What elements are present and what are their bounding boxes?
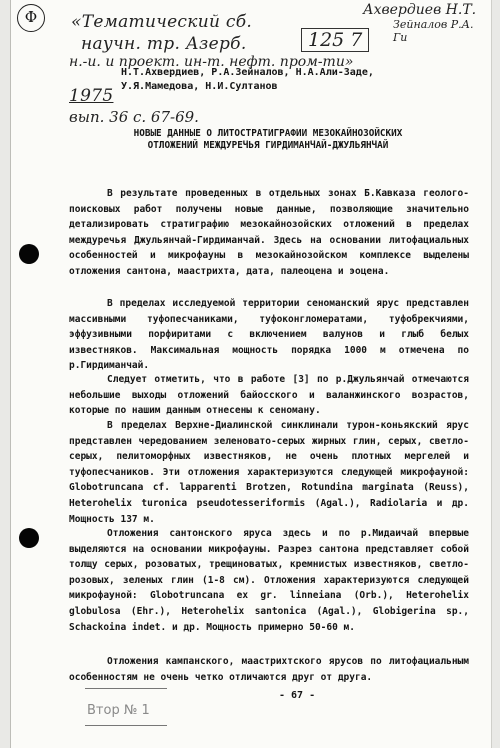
handwritten-author-note: Ахвердиев Н.Т. [363,2,477,18]
circled-f-mark: Ф [17,4,45,32]
paragraph: Отложения сантонского яруса здесь и по р.Мидаичай впервые выделяются на основании микрофауны. Разрез сантона представляет собой толщу серых, розоватых, трещиноватых, кремнистых известняков, светло-розовых, зеленых глин (1-8 см). Отложения характеризуются следующей микрофауной: Globotruncana ex gr. linneiana (Orb.), Heterohelix globulosa (Ehr.), Heterohelix santonica (Agal.), Globigerina sp., Schackoina indet. и др. Мощность примерно 50-60 м. [69,528,469,633]
handwritten-source-line-1: «Тематический сб. [71,12,253,32]
library-stamp: Втор № 1 [85,688,167,726]
document-page [10,0,492,748]
article-title [103,128,433,152]
title-line: НОВЫЕ ДАННЫЕ О ЛИТОСТРАТИГРАФИИ МЕЗОКАЙНОЗОЙСКИХ [133,128,403,139]
page-number: - 67 - [279,690,316,701]
punch-hole [19,528,39,548]
handwritten-source-line-3: н.-и. и проект. ин-т. нефт. пром-ти» [69,54,354,70]
handwritten-year: 1975 [69,86,114,106]
author-line: Н.Т.Ахвердиев, Р.А.Зейналов, Н.А.Али-Заде, [121,67,374,78]
paragraph: Следует отметить, что в работе [3] по р.Джульянчай отмечаются небольшие выходы отложений байосского и валанжинского возрастов, которые по нашим данным отнесены к сеноману. [69,374,469,417]
handwritten-shelf-number: 125 7 [301,28,369,52]
handwritten-volume-pages: вып. 36 с. 67-69. [69,108,199,126]
paragraph: Отложения кампанского, маастрихтского ярусов по литофациальным особенностям не очень четко отличаются друг от друга. [69,656,469,683]
author-line: У.Я.Мамедова, Н.И.Султанов [121,81,278,92]
author-list [121,66,374,94]
handwritten-source-line-2: научн. тр. Азерб. [81,34,247,54]
paragraph: В пределах исследуемой территории сеноманский ярус представлен массивными туфопесчаниками, туфоконгломератами, туфобрекчиями, эффузивными порфиритами с включением валунов и глыб белых известняков. Максимальная мощность порядка 1000 м отмечена по р.Гирдиманчай. [69,298,469,372]
paragraph: В пределах Верхне-Диалинской синклинали турон-коньякский ярус представлен чередованием зеленовато-серых жирных глин, серых, светло-серых, пелитоморфных известняков, не очень плотных мергелей и туфопесчаников. Эти отложения характеризуются следующей микрофауной: Globotruncana cf. lapparenti Brotzen, Rotundina marginata (Reuss), Heterohelix turonica pseudotesseriformis (Agal.), Radiolaria и др. Мощность 137 м. [69,420,469,525]
title-line: ОТЛОЖЕНИЙ МЕЖДУРЕЧЬЯ ГИРДИМАНЧАЙ-ДЖУЛЬЯНЧАЙ [147,140,389,151]
paragraph: В результате проведенных в отдельных зонах Б.Кавказа геолого-поисковых работ получены новые данные, позволяющие значительно детализировать стратиграфию мезокайнозойских отложений в пределах междуречья Джульянчай-Гирдиманчай. Здесь на основании литофациальных особенностей и микрофауны в мезокайнозойском комплексе выделены отложения сантона, маастрихта, дата, палеоцена и эоцена. [69,188,469,277]
handwritten-author-note-2: Зейналов Р.А. Ги [393,18,474,44]
punch-hole [19,244,39,264]
